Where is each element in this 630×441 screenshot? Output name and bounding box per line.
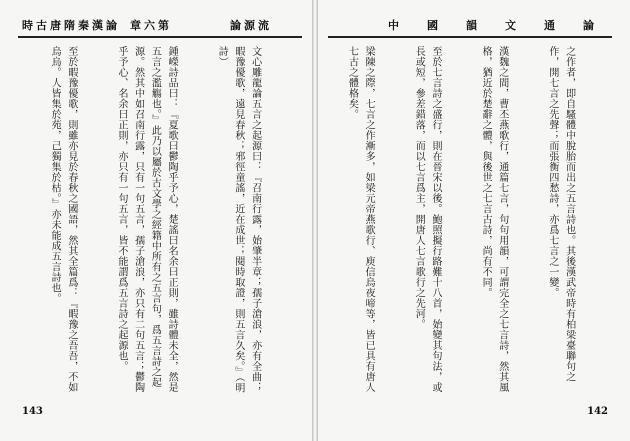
book-title-right: 中國韻文通論 xyxy=(388,19,622,32)
paragraph: 梁陳之際，七言之作漸多，如梁元帝燕歌行、庾信烏夜啼等，皆已具有唐人七古之體格矣。 xyxy=(346,46,375,393)
paragraph: 之作者，即自騷體中脫胎而出之五言詩也。其後漢武帝時有柏梁臺聯句之作，開七言之先聲；而張衡四愁詩，亦爲七言之一變。 xyxy=(546,46,575,382)
paragraph: 鍾嶸詩品曰：『夏歌曰鬱陶乎予心，楚謠曰名余曰正則，雖詩體未全，然是五言之濫觴也。』此乃以屬於古文學之經籍中所有之五言句，爲五言詩之起源。然其中如召南行露，只有一句五言，孺子滄浪，亦只有二句五言；鬱陶乎予心、名余曰正則，亦只有一句五言，皆不能謂爲五言詩之起源也。 xyxy=(115,46,178,393)
left-page-header xyxy=(18,14,302,38)
chapter-number: 章六第 xyxy=(130,19,172,32)
paragraph: 文心雕龍論五言之起源曰：『召南行露，始肇半章；孺子滄浪，亦有全曲；暇豫優歌，遠見春秋；邪徑童謠，近在成世；閱時取證，則五言久矣。』（明詩） xyxy=(216,46,261,393)
paragraph: 至於暇豫優歌，則雖亦見於春秋之國語，然其全篇爲：『暇豫之吾吾，不如烏烏。人皆集於苑，己獨集於枯。』亦未能成五言詩也。 xyxy=(49,46,77,393)
paragraph: 漢魏之間，曹丕燕歌行，通篇七言，句句用韻，可謂完全之七言詩，然其風格，猶近於楚辭之體，與後世之七言古詩，尚有不同。 xyxy=(480,46,508,393)
left-page xyxy=(0,0,312,441)
page-number-right: 142 xyxy=(587,406,608,417)
left-page-body xyxy=(20,46,296,396)
right-page xyxy=(318,0,630,441)
chapter-title: 時古唐隋秦漢論 xyxy=(22,19,120,32)
paragraph: 至於七言詩之盛行，則在晉宋以後。鮑照擬行路難十八首，始變其句法，或長或短，參差錯落，而以七言爲主，開唐人七言歌行之先河。 xyxy=(413,46,441,393)
right-page-header xyxy=(328,14,622,38)
book-title-left: 論源流 xyxy=(230,19,272,32)
page-number-left: 143 xyxy=(22,406,43,417)
right-page-body xyxy=(334,46,610,396)
